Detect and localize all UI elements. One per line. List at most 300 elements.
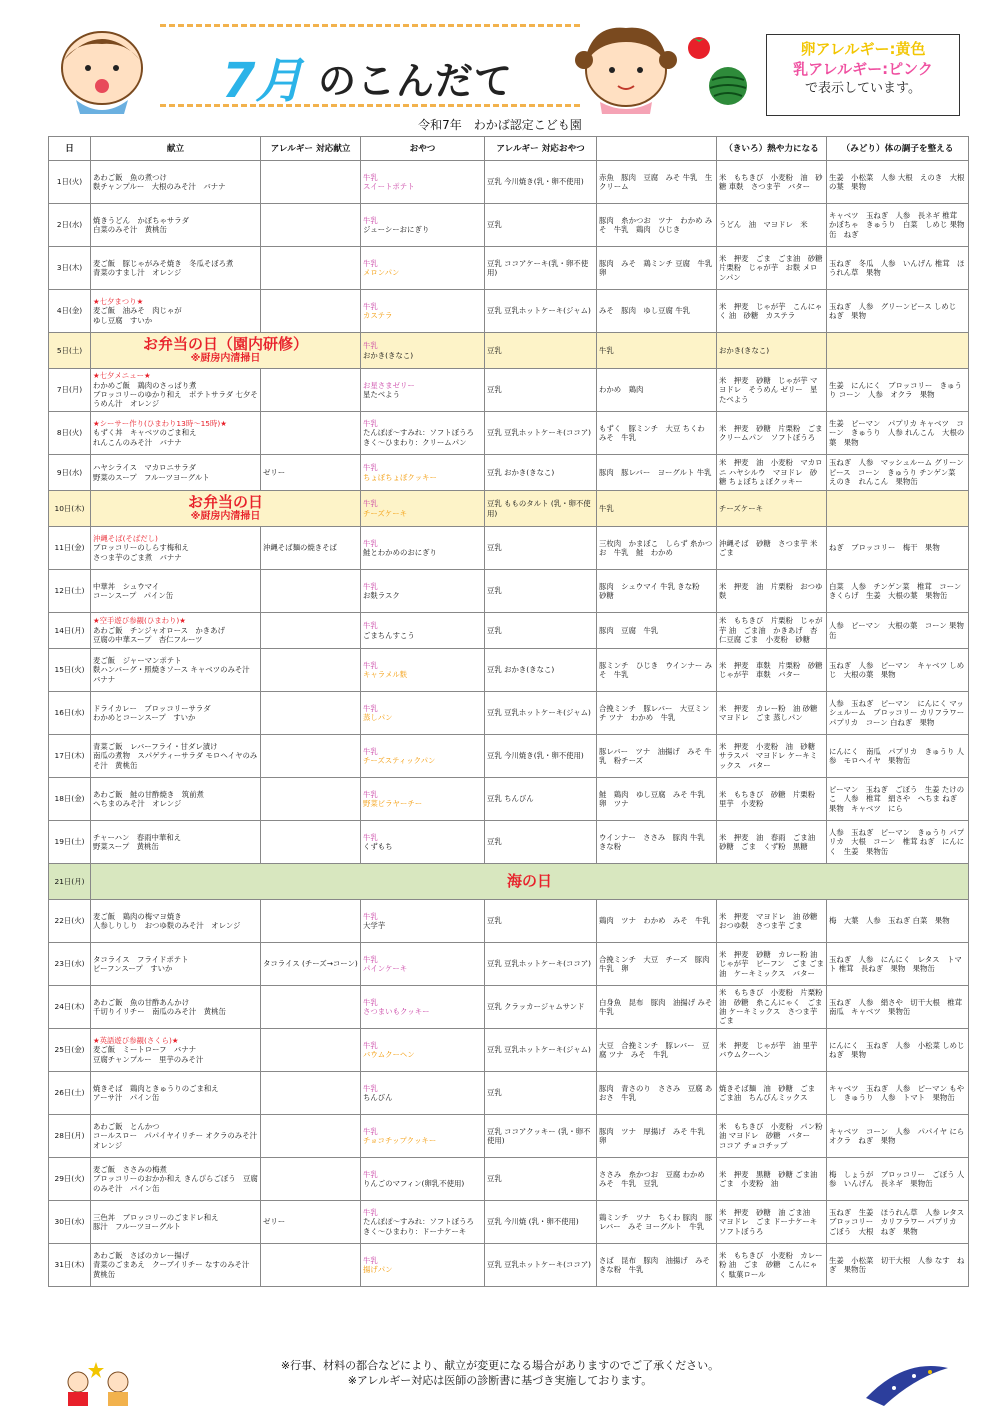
allergy-menu-cell <box>261 1201 361 1244</box>
holiday-row <box>49 864 969 900</box>
menu-line-2: へちまのみそ汁 オレンジ <box>93 799 182 808</box>
red-group-text: 鶏ミンチ ツナ ちくわ 豚肉 豚レバー みそ ヨーグルト 牛乳 <box>599 1212 713 1231</box>
table-row <box>49 1029 969 1072</box>
snack-item: くずもち <box>363 842 393 851</box>
snack-item: 蒸しパン <box>363 713 393 722</box>
menu-line-2: 野菜のスープ フルーツヨーグルト <box>93 472 210 482</box>
red-group-cell <box>597 204 717 247</box>
allergy-menu-text: ゼリー <box>263 467 286 477</box>
event-label: ★シーサー作り(ひまわり13時〜15時)★ <box>93 418 227 428</box>
menu-cell <box>91 900 261 943</box>
table-row <box>49 649 969 692</box>
page-title: のこんだて <box>318 59 514 103</box>
yellow-group-text: 米 押麦 じゃが芋 こんにゃく 油 砂糖 カステラ <box>719 301 823 320</box>
green-group-cell <box>827 1201 972 1244</box>
day-label: 24日(木) <box>54 1002 85 1012</box>
green-group-cell <box>827 649 969 692</box>
yellow-group-text: 米 押麦 じゃが芋 油 里芋 バウムクーヘン <box>719 1040 825 1059</box>
allergy-menu-cell <box>261 613 361 649</box>
snack-milk: お星さまゼリー <box>363 380 415 390</box>
menu-line-2: 白菜のみそ汁 黄桃缶 <box>93 225 167 234</box>
menu-line-1: あわご飯 チンジャオロース かきあげ <box>93 625 225 635</box>
green-group-text: ねぎ ブロッコリー 梅干 果物 <box>829 543 940 553</box>
green-group-cell <box>827 735 969 778</box>
green-group-text: 玉ねぎ 人参 絹さや 切干大根 椎茸 南瓜 キャベツ 果物缶 <box>829 997 963 1016</box>
yellow-group-cell <box>717 527 827 570</box>
allergy-snack-cell <box>485 613 597 649</box>
menu-cell <box>91 1244 261 1287</box>
snack-item: 大学芋 <box>363 921 386 930</box>
school-name: 令和7年 わかば認定こども園 <box>418 118 582 132</box>
snack-cell <box>361 369 485 412</box>
green-group-cell <box>827 204 969 247</box>
green-group-cell <box>827 527 969 570</box>
yellow-group-text: 米 押麦 カレー粉 油 砂糖 マヨドレ ごま 蒸しパン <box>719 703 825 722</box>
yellow-group-text: 米 押麦 砂糖 じゃが芋 マヨドレ そうめん ゼリー 星たべよう <box>719 375 818 404</box>
yellow-group-cell <box>717 1115 830 1158</box>
green-group-cell <box>827 1244 969 1287</box>
allergy-menu-cell <box>261 1029 361 1072</box>
allergy-menu-cell <box>261 900 361 943</box>
yellow-group-cell <box>717 570 827 613</box>
green-group-cell <box>827 986 969 1029</box>
green-group-text: キャベツ 玉ねぎ 人参 長ネギ 椎茸 かぼちゃ きゅうり 白菜 しめじ 果物缶 ねぎ <box>829 210 965 239</box>
yellow-group-text: 米 押麦 砂糖 カレー粉 油 じゃが芋 ビーフン ごま ごま油 ケーキミックス バター <box>719 949 825 978</box>
day-cell <box>49 692 91 735</box>
day-label: 28日(月) <box>54 1131 85 1141</box>
snack-item: お麩ラスク <box>363 591 400 600</box>
snack-cell <box>361 1115 485 1158</box>
snack-cell <box>361 943 485 986</box>
red-group-cell <box>597 161 717 204</box>
allergy-snack-text: 豆乳 <box>487 586 502 596</box>
menu-line-1: 麦ご飯 油みそ 肉じゃが <box>93 306 182 316</box>
snack-milk: 牛乳 <box>363 172 378 182</box>
green-group-text: 梅 大葉 人参 玉ねぎ 白菜 果物 <box>829 916 950 926</box>
allergy-snack-cell <box>485 1029 597 1072</box>
day-label: 2日(水) <box>56 220 83 230</box>
table-row <box>49 412 969 455</box>
col-yellow-group: （きいろ）熱や力になる <box>717 137 827 161</box>
yellow-group-cell <box>717 735 827 778</box>
snack-cell <box>361 247 485 290</box>
menu-line-1: もずく丼 キャベツのごま和え <box>93 428 197 438</box>
event-label: ★英語遊び参観(さくら)★ <box>93 1035 179 1045</box>
snack-item: 星たべよう <box>363 390 400 399</box>
yellow-group-cell <box>717 943 827 986</box>
snack-milk: 牛乳 <box>363 301 378 311</box>
snack-item: チーズスティックパン <box>363 756 436 765</box>
red-group-text: 鮭 鶏肉 ゆし豆腐 みそ 牛乳 卵 ツナ <box>599 789 713 808</box>
yellow-group-cell <box>717 1244 827 1287</box>
allergy-menu-cell <box>261 1158 361 1201</box>
day-label: 25日(金) <box>54 1045 85 1055</box>
menu-line-2: 麩ハンバーグ・照焼きソース キャベツのみそ汁 バナナ <box>93 665 258 684</box>
red-group-text: 豚レバー ツナ 油揚げ みそ 牛乳 粉チーズ <box>599 746 712 765</box>
yellow-group-cell <box>717 821 827 864</box>
allergy-snack-text: 豆乳 もものタルト (乳・卵不使用) <box>487 499 591 518</box>
snack-milk: 牛乳 <box>363 954 378 964</box>
green-group-cell <box>827 1158 969 1201</box>
day-cell <box>49 900 91 943</box>
red-group-text: 牛乳 <box>599 345 614 355</box>
day-cell <box>49 864 91 900</box>
menu-line-2: ブロッコリーのおかか和え きんぴらごぼう 豆腐のみそ汁 パイン缶 <box>93 1174 258 1193</box>
allergy-snack-cell <box>485 369 597 412</box>
day-label: 30日(水) <box>54 1217 85 1227</box>
menu-line-2: 豆腐チャンプルー 里芋のみそ汁 <box>93 1054 204 1064</box>
menu-cell <box>91 527 261 570</box>
yellow-group-cell <box>717 900 827 943</box>
day-cell <box>49 570 91 613</box>
allergy-snack-text: 豆乳 豆乳ホットケーキ(ジャム) <box>487 306 591 316</box>
allergy-snack-cell <box>485 412 597 455</box>
day-label: 4日(金) <box>56 306 83 316</box>
event-label: 沖縄そば(そばだし) <box>93 533 158 543</box>
green-group-cell <box>827 900 969 943</box>
menu-cell <box>91 1115 265 1158</box>
green-group-text: キャベツ 玉ねぎ 人参 ピーマン もやし きゅうり 人参 トマト 果物缶 <box>829 1083 965 1102</box>
red-group-text: 合挽ミンチ 大豆 チーズ 豚肉 牛乳 卵 <box>599 954 710 973</box>
table-row <box>49 527 969 570</box>
red-group-text: 大豆 合挽ミンチ 豚レバー 豆腐 ツナ みそ 牛乳 <box>599 1040 710 1059</box>
snack-item: メロンパン <box>363 268 400 277</box>
menu-cell <box>91 778 261 821</box>
bento-day-title: お弁当の日（園内研修） <box>142 335 308 353</box>
snack-item: ちんびん <box>363 1093 393 1102</box>
day-label: 17日(木) <box>54 751 85 761</box>
green-group-text: にんにく 南瓜 パプリカ きゅうり 人参 モロヘイヤ 果物缶 <box>829 746 965 765</box>
menu-line-1: ブロッコリーのしらす梅和え <box>93 543 189 553</box>
allergy-menu-cell <box>261 161 361 204</box>
yellow-group-cell <box>717 491 827 527</box>
green-group-cell <box>827 1029 972 1072</box>
col-day: 日 <box>49 137 91 161</box>
snack-cell <box>361 692 485 735</box>
menu-line-2: ビーフンスープ すいか <box>93 964 173 973</box>
red-group-text: 合挽ミンチ 豚レバー 大豆ミンチ ツナ わかめ 牛乳 <box>599 703 710 722</box>
red-group-cell <box>597 943 717 986</box>
snack-milk: 牛乳 <box>363 911 378 921</box>
table-row <box>49 1244 969 1287</box>
snack-milk: 牛乳 <box>363 746 378 756</box>
green-group-text: 白菜 人参 チンゲン菜 椎茸 コーン きくらげ 生姜 大根の葉 果物缶 <box>829 581 962 600</box>
allergy-snack-text: 豆乳 ちんびん <box>487 794 534 804</box>
snack-item: ちょぼちょぼクッキー <box>363 472 437 482</box>
table-row <box>49 1115 969 1158</box>
allergy-snack-text: 豆乳 豆乳ホットケーキ(ココア) <box>487 1260 592 1270</box>
allergy-snack-cell <box>485 778 597 821</box>
snack-milk: 牛乳 <box>363 581 378 591</box>
red-group-cell <box>597 1072 717 1115</box>
allergy-snack-cell <box>485 290 597 333</box>
green-group-text: 玉ねぎ 人参 マッシュルーム グリーンピース コーン きゅうり チンゲン菜 えのき れんこん 果物缶 <box>829 458 964 487</box>
tomato-icon <box>684 32 714 60</box>
snack-cell <box>361 900 485 943</box>
snack-item: チョコチップクッキー <box>363 1136 437 1145</box>
allergy-snack-text: 豆乳 今川焼き(乳・卵不使用) <box>487 751 584 761</box>
special-menu-cell <box>91 333 361 369</box>
menu-line-2: 青菜のごまあえ クーブイリチー なすのみそ汁 黄桃缶 <box>93 1260 257 1279</box>
yellow-group-text: 米 もちきび 小麦粉 カレー粉 油 ごま 砂糖 こんにゃく 駄菓ロール <box>719 1250 823 1279</box>
red-group-text: 豚肉 糸かつお ツナ わかめ みそ 牛乳 鶏肉 ひじき <box>599 215 713 234</box>
header <box>0 0 1000 136</box>
yellow-group-cell <box>717 1158 827 1201</box>
menu-cell <box>91 821 261 864</box>
table-row <box>49 943 969 986</box>
green-group-text: 人参 ピーマン 大根の葉 コーン 果物缶 <box>829 621 964 640</box>
day-label: 7日(月) <box>56 385 83 395</box>
snack-milk: 牛乳 <box>363 789 378 799</box>
red-group-cell <box>597 821 717 864</box>
allergy-snack-cell <box>485 1072 597 1115</box>
event-label: ★七夕メニュー★ <box>93 371 151 381</box>
special-day-row <box>49 491 969 527</box>
green-group-cell <box>827 570 969 613</box>
menu-cell <box>91 613 261 649</box>
menu-line-1: あわご飯 とんかつ <box>93 1121 160 1131</box>
snack-cell <box>361 204 485 247</box>
snack-milk: 牛乳 <box>363 215 378 225</box>
green-group-cell <box>827 943 969 986</box>
snack-milk: 牛乳 <box>363 1126 378 1136</box>
red-group-text: ささみ 糸かつお 豆腐 わかめ みそ 牛乳 豆乳 <box>599 1169 713 1188</box>
green-group-text: 玉ねぎ 人参 グリーンピース しめじ ねぎ 果物 <box>829 301 964 320</box>
snack-item: 鮭とわかめのおにぎり <box>363 548 437 557</box>
allergy-snack-cell <box>485 491 597 527</box>
allergy-menu-cell <box>261 735 361 778</box>
menu-line-1: 三色丼 ブロッコリーのごまドレ和え <box>93 1212 219 1222</box>
day-cell <box>49 986 91 1029</box>
yellow-group-cell <box>717 613 827 649</box>
red-group-text: みそ 豚肉 ゆし豆腐 牛乳 <box>599 306 691 316</box>
menu-line-1: 中華丼 シュウマイ <box>93 581 160 591</box>
red-group-text: 豚肉 シュウマイ 牛乳 きな粉 砂糖 <box>599 581 707 600</box>
green-group-text: 玉ねぎ 人参 にんにく レタス トマト 椎茸 長ねぎ 果物 果物缶 <box>829 954 962 973</box>
yellow-group-text: 米 もちきび 小麦粉 パン粉 油 マヨドレ 砂糖 バター ココア チョコチップ <box>719 1121 830 1150</box>
snack-cell <box>361 1158 485 1201</box>
day-cell <box>49 735 91 778</box>
allergy-snack-text: 豆乳 <box>487 1174 502 1184</box>
day-label: 5日(土) <box>56 345 83 355</box>
snack-milk: 牛乳 <box>363 1083 378 1093</box>
allergy-snack-text: 豆乳 ココアクッキー (乳・卵不使用) <box>487 1126 591 1145</box>
day-label: 10日(木) <box>54 503 85 513</box>
snack-milk: 牛乳 <box>363 258 378 268</box>
allergy-snack-cell <box>485 527 597 570</box>
yellow-group-cell <box>717 778 827 821</box>
allergy-snack-text: 豆乳 豆乳ホットケーキ(ココア) <box>487 959 592 969</box>
day-cell <box>49 1115 91 1158</box>
table-row <box>49 161 969 204</box>
day-cell <box>49 613 91 649</box>
allergy-menu-cell <box>261 570 361 613</box>
table-row <box>49 1201 969 1244</box>
table-row <box>49 692 969 735</box>
menu-line-2: アーサ汁 パイン缶 <box>93 1093 160 1102</box>
menu-cell <box>91 692 261 735</box>
table-row <box>49 247 969 290</box>
day-label: 14日(月) <box>54 625 85 635</box>
cleaning-note: ※厨房内清掃日 <box>190 353 261 364</box>
allergy-snack-cell <box>485 455 597 491</box>
month-label: 7月 <box>222 53 304 109</box>
menu-line-1: チャーハン 春雨中華和え <box>93 832 182 842</box>
snack-item: ジューシーおにぎり <box>363 225 430 234</box>
menu-cell <box>91 1072 261 1115</box>
snack-item: チーズケーキ <box>363 508 407 518</box>
allergy-snack-text: 豆乳 <box>487 385 502 395</box>
yellow-group-text: 米 押麦 車麩 片栗粉 砂糖 じゃが芋 車麩 バター <box>719 660 823 679</box>
day-label: 8日(火) <box>56 428 83 438</box>
snack-item: たんぽぽ〜すみれ：ソフトぼうろ きく〜ひまわり：クリームパン <box>363 428 474 447</box>
red-group-text: わかめ 鶏肉 <box>599 385 644 395</box>
snack-item: おかき(きなこ) <box>363 350 414 360</box>
allergy-menu-cell <box>261 778 361 821</box>
green-group-cell <box>827 613 969 649</box>
allergy-snack-cell <box>485 943 597 986</box>
day-label: 31日(木) <box>54 1260 85 1270</box>
snack-milk: 牛乳 <box>363 621 378 631</box>
yellow-group-text: チーズケーキ <box>719 503 763 513</box>
snack-milk: 牛乳 <box>363 418 378 428</box>
snack-milk: 牛乳 <box>363 538 378 548</box>
menu-line-2: さつま芋のごま煮 バナナ <box>93 552 182 562</box>
red-group-text: 豚肉 豚レバー ヨーグルト 牛乳 <box>599 467 712 477</box>
allergy-menu-cell <box>261 527 361 570</box>
menu-cell <box>91 570 261 613</box>
holiday-cell <box>91 864 969 900</box>
snack-cell <box>361 570 485 613</box>
allergy-menu-cell <box>261 649 361 692</box>
snack-item: キャラメル麩 <box>363 670 408 679</box>
egg-allergy-legend: 卵アレルギー:黄色 <box>800 40 926 58</box>
snack-cell <box>361 527 485 570</box>
event-label: ★七夕まつり★ <box>93 296 144 306</box>
day-cell <box>49 1244 91 1287</box>
allergy-snack-text: 豆乳 豆乳ホットケーキ(ジャム) <box>487 1045 591 1055</box>
yellow-group-cell <box>717 455 827 491</box>
green-group-cell <box>827 369 969 412</box>
allergy-menu-cell <box>261 369 361 412</box>
allergy-snack-cell <box>485 692 597 735</box>
day-cell <box>49 412 91 455</box>
yellow-group-text: 米 押麦 油 小麦粉 マカロニ ハヤシルウ マヨドレ 砂糖 ちょぼちょぼクッキー <box>719 458 823 487</box>
snack-item: カステラ <box>363 311 393 320</box>
menu-line-2: 野菜スープ 黄桃缶 <box>93 842 159 851</box>
col-allergy-menu: アレルギー 対応献立 <box>261 137 361 161</box>
day-label: 26日(土) <box>54 1088 85 1098</box>
allergy-menu-cell <box>261 1244 361 1287</box>
menu-line-1: 麦ご飯 ささみの梅煮 <box>93 1164 167 1174</box>
day-label: 19日(土) <box>54 837 85 847</box>
snack-item: パインケーキ <box>363 964 408 973</box>
red-group-cell <box>597 778 717 821</box>
day-cell <box>49 369 91 412</box>
watermelon-icon <box>706 64 750 106</box>
green-group-text: ピーマン 玉ねぎ ごぼう 生姜 たけのこ 人参 椎茸 絹さや へちま ねぎ 果物 キャベツ にら <box>829 784 965 813</box>
snack-cell <box>361 778 485 821</box>
red-group-cell <box>597 527 717 570</box>
allergy-snack-text: 豆乳 クラッカージャムサンド <box>487 1002 585 1012</box>
red-group-text: 豚肉 青さのり ささみ 豆腐 あおさ 牛乳 <box>599 1083 713 1102</box>
green-group-text: 生姜 小松菜 人参 大根 えのき 大根の葉 果物 <box>829 172 965 191</box>
menu-line-2: 千切りイリチー 南瓜のみそ汁 黄桃缶 <box>93 1007 226 1016</box>
day-cell <box>49 943 91 986</box>
menu-line-1: 焼きうどん かぼちゃサラダ <box>93 215 190 225</box>
snack-item: たんぽぽ〜すみれ：ソフトぼうろ きく〜ひまわり：ドーナケーキ <box>363 1217 474 1236</box>
snack-cell <box>361 290 485 333</box>
legend-note: で表示しています。 <box>805 81 921 96</box>
green-group-text: キャベツ コーン 人参 パパイヤ にら オクラ ねぎ 果物 <box>829 1126 972 1145</box>
menu-line-1: 焼きそば 鶏肉ときゅうりのごま和え <box>93 1083 219 1093</box>
day-cell <box>49 204 91 247</box>
allergy-legend <box>766 34 960 116</box>
footer-notes <box>0 1358 1000 1388</box>
red-group-text: 三枚肉 かまぼこ しらず 糸かつお 牛乳 鮭 わかめ <box>599 538 713 557</box>
yellow-group-cell <box>717 1072 827 1115</box>
day-label: 3日(木) <box>56 263 83 273</box>
table-row <box>49 821 969 864</box>
allergy-menu-text: ゼリー <box>263 1217 286 1227</box>
table-row <box>49 204 969 247</box>
col-green-group: （みどり）体の調子を整える <box>827 137 969 161</box>
green-group-cell <box>827 247 969 290</box>
allergy-snack-cell <box>485 1158 597 1201</box>
day-label: 9日(水) <box>56 467 83 477</box>
menu-line-1: あわご飯 魚の煮つけ <box>93 172 167 182</box>
green-group-text: 生姜 にんにく ブロッコリー きゅうり コーン 人参 オクラ 果物 <box>829 380 962 399</box>
yellow-group-cell <box>717 333 827 369</box>
yellow-group-text: 米 押麦 油 春雨 ごま油 砂糖 ごま くず粉 黒糖 <box>719 832 816 851</box>
snack-milk: 牛乳 <box>363 1169 378 1179</box>
eating-child-illustration-left <box>46 20 158 116</box>
green-group-text: 梅 しょうが ブロッコリー ごぼう 人参 いんげん 長ネギ 果物缶 <box>829 1169 965 1188</box>
allergy-snack-cell <box>485 986 597 1029</box>
red-group-text: 豚肉 ツナ 厚揚げ みそ 牛乳 卵 <box>599 1126 713 1145</box>
menu-cell <box>91 455 261 491</box>
green-group-text: 玉ねぎ 人参 ピーマン キャベツ しめじ 大根の葉 果物 <box>829 660 965 679</box>
snack-item: ごまちんすこう <box>363 630 415 640</box>
allergy-menu-cell <box>261 247 361 290</box>
red-group-cell <box>597 1029 717 1072</box>
day-label: 15日(火) <box>54 665 85 675</box>
menu-line-1: あわご飯 鮭の甘酢焼き 筑前煮 <box>93 789 204 799</box>
table-row <box>49 778 969 821</box>
day-cell <box>49 333 91 369</box>
red-group-cell <box>597 412 717 455</box>
yellow-group-text: 米 押麦 油 片栗粉 おつゆ麩 <box>719 581 823 600</box>
event-label: ★空手遊び参観(ひまわり)★ <box>93 616 186 626</box>
allergy-snack-text: 豆乳 <box>487 345 502 355</box>
red-group-text: ウインナー ささみ 豚肉 牛乳 きな粉 <box>599 832 713 851</box>
yellow-group-cell <box>717 247 827 290</box>
allergy-menu-cell <box>261 455 361 491</box>
day-cell <box>49 161 91 204</box>
day-label: 23日(水) <box>54 959 85 969</box>
yellow-group-text: 米 もちきび 小麦粉 片栗粉 油 砂糖 糸こんにゃく ごま油 ケーキミックス さつま芋 ごま <box>719 988 825 1026</box>
allergy-snack-cell <box>485 570 597 613</box>
green-group-cell <box>827 161 969 204</box>
menu-line-2: 南瓜の煮物 スパゲティーサラダ モロヘイヤのみそ汁 黄桃缶 <box>93 751 258 770</box>
menu-cell <box>91 1158 261 1201</box>
allergy-menu-cell <box>261 1115 361 1158</box>
yellow-group-cell <box>717 412 827 455</box>
menu-line-2: 青菜のすまし汁 オレンジ <box>93 268 182 277</box>
day-label: 16日(水) <box>54 708 85 718</box>
footer-note-2: ※アレルギー対応は医師の診断書に基づき実施しております。 <box>347 1374 653 1387</box>
menu-table <box>48 136 972 1287</box>
